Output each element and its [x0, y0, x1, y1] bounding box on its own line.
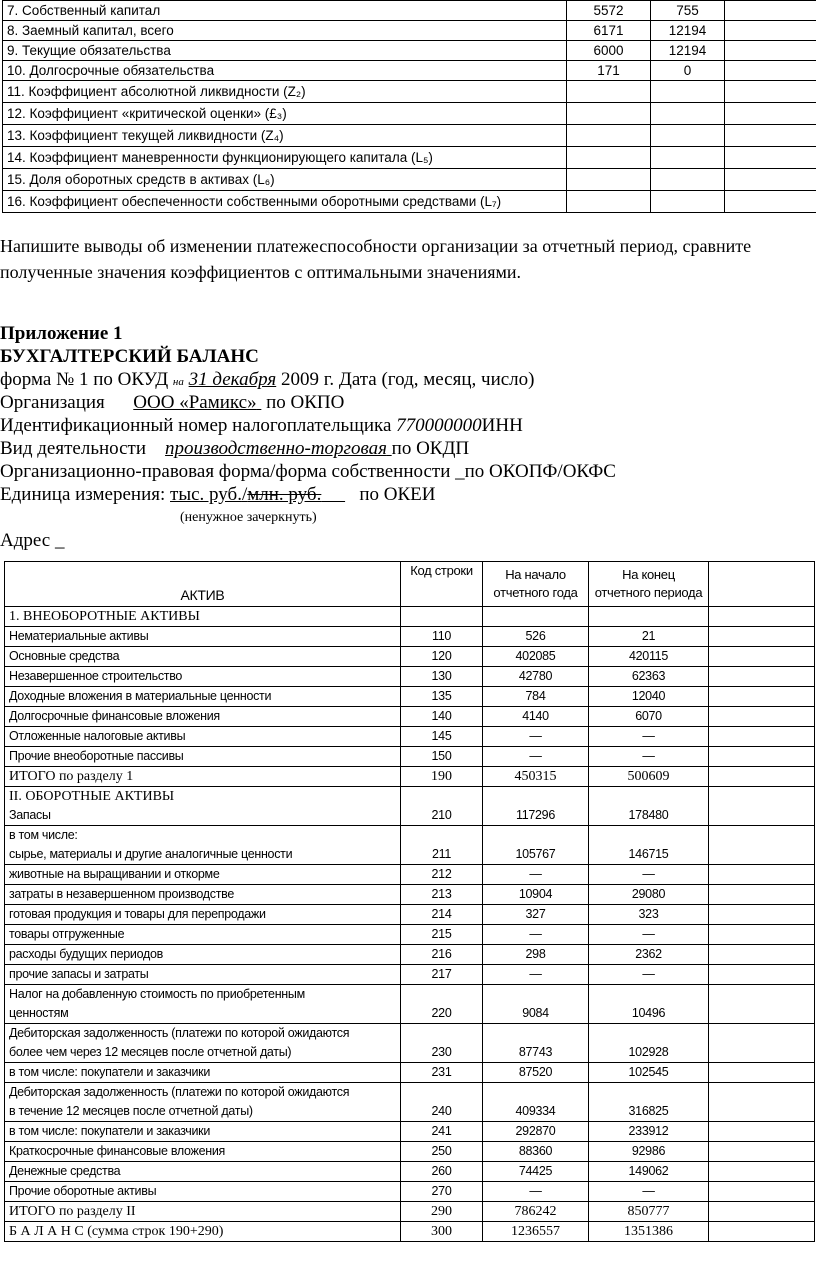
balance-row-code: 135 [401, 687, 483, 707]
balance-row-empty [709, 727, 815, 747]
balance-row-end: 21 [589, 627, 709, 647]
balance-row-label-line1: Дебиторская задолженность (платежи по которой ожидаются [9, 1085, 350, 1099]
balance-row-code: 290 [401, 1202, 483, 1222]
ratio-value-start [567, 125, 651, 147]
unit-suffix: по ОКЕИ [359, 484, 436, 505]
balance-row-code: 140 [401, 707, 483, 727]
balance-row-empty [709, 865, 815, 885]
balance-row-start: 105767 [483, 826, 589, 865]
ratio-empty [725, 81, 816, 103]
ratio-value-start [567, 103, 651, 125]
balance-row-start: 87743 [483, 1024, 589, 1063]
balance-row-start: — [483, 747, 589, 767]
balance-row-label-line2: сырье, материалы и другие аналогичные ценности [9, 847, 293, 861]
balance-row-code: 217 [401, 965, 483, 985]
balance-row-start: 4140 [483, 707, 589, 727]
balance-row-start: 88360 [483, 1142, 589, 1162]
balance-row-empty [709, 826, 815, 865]
balance-row-end: 2362 [589, 945, 709, 965]
balance-row-label: затраты в незавершенном производстве [5, 885, 401, 905]
balance-row-empty [709, 667, 815, 687]
balance-row [5, 965, 815, 985]
balance-row-end: 10496 [589, 985, 709, 1024]
ratio-value-start: 6171 [567, 21, 651, 41]
balance-row [5, 945, 815, 965]
ratio-value-start [567, 81, 651, 103]
activity-value: производственно-торговая [165, 438, 387, 459]
balance-row-empty [709, 1182, 815, 1202]
balance-row-empty [709, 925, 815, 945]
ratio-row [3, 21, 816, 41]
balance-row-start: 10904 [483, 885, 589, 905]
balance-row-empty [709, 965, 815, 985]
balance-row-empty [709, 1063, 815, 1083]
balance-row-code: 211 [401, 826, 483, 865]
balance-row-end: — [589, 727, 709, 747]
balance-row-label: Основные средства [5, 647, 401, 667]
form-na: на [172, 376, 184, 388]
ratio-empty [725, 147, 816, 169]
balance-row-empty [709, 767, 815, 787]
form-prefix: форма № 1 по ОКУД [0, 369, 169, 390]
balance-row-label: готовая продукция и товары для перепродажи [5, 905, 401, 925]
balance-row-label-line2: более чем через 12 месяцев после отчетной даты) [9, 1045, 292, 1059]
balance-row-code [401, 607, 483, 627]
ratio-label: 10. Долгосрочные обязательства [3, 61, 567, 81]
ratio-row [3, 81, 816, 103]
ratio-row [3, 41, 816, 61]
balance-row-label: ИТОГО по разделу 1 [5, 767, 401, 787]
activity-label: Вид деятельности [0, 438, 147, 459]
balance-row-end: — [589, 1182, 709, 1202]
unit-value-wrap [170, 484, 345, 505]
balance-row-empty [709, 607, 815, 627]
balance-row [5, 985, 815, 1024]
balance-row-end: 850777 [589, 1202, 709, 1222]
balance-row-end: — [589, 747, 709, 767]
balance-row [5, 1024, 815, 1063]
balance-row [5, 905, 815, 925]
balance-row-start: 1236557 [483, 1222, 589, 1242]
balance-row-end: 102545 [589, 1063, 709, 1083]
balance-row-empty [709, 1083, 815, 1122]
unit-struck: млн. руб. [247, 484, 322, 505]
org-label: Организация [0, 392, 105, 413]
balance-row-label-line1: в том числе: [9, 828, 78, 842]
ratio-value-end: 0 [651, 61, 725, 81]
activity-suffix: по ОКДП [391, 438, 470, 459]
balance-row-end: — [589, 965, 709, 985]
inn-suffix: ИНН [481, 415, 523, 436]
ratio-empty [725, 41, 816, 61]
balance-row-end: 92986 [589, 1142, 709, 1162]
ratio-label: 16. Коэффициент обеспеченности собственными оборотными средствами (L₇) [3, 191, 567, 213]
balance-row [5, 687, 815, 707]
balance-row [5, 1063, 815, 1083]
balance-row [5, 1162, 815, 1182]
balance-row-label: товары отгруженные [5, 925, 401, 945]
balance-row-end: 29080 [589, 885, 709, 905]
balance-row [5, 667, 815, 687]
ratio-label: 7. Собственный капитал [3, 1, 567, 21]
balance-row-end: 146715 [589, 826, 709, 865]
balance-row-empty [709, 985, 815, 1024]
balance-row-start: — [483, 865, 589, 885]
balance-row-start: 117296 [483, 787, 589, 826]
balance-row-code: 250 [401, 1142, 483, 1162]
balance-row-end: — [589, 925, 709, 945]
balance-row-label: Прочие оборотные активы [5, 1182, 401, 1202]
balance-row-empty [709, 1222, 815, 1242]
org-value: ООО «Рамикс» [133, 392, 257, 413]
balance-row-end: 233912 [589, 1122, 709, 1142]
ratio-value-start [567, 147, 651, 169]
balance-row-code: 241 [401, 1122, 483, 1142]
balance-row [5, 727, 815, 747]
balance-row-start: 409334 [483, 1083, 589, 1122]
balance-row [5, 1202, 815, 1222]
header-end: На конец отчетного периода [589, 562, 709, 607]
balance-row [5, 1182, 815, 1202]
balance-row-label: животные на выращивании и откорме [5, 865, 401, 885]
balance-row-code: 150 [401, 747, 483, 767]
ratio-value-end [651, 147, 725, 169]
balance-row-end: — [589, 865, 709, 885]
balance-row-start: — [483, 1182, 589, 1202]
balance-row-start: 526 [483, 627, 589, 647]
ratio-value-end: 755 [651, 1, 725, 21]
ratio-value-end: 12194 [651, 41, 725, 61]
ratio-empty [725, 169, 816, 191]
balance-row-code: 213 [401, 885, 483, 905]
header-asset: АКТИВ [5, 562, 401, 607]
org-value-wrap [133, 392, 261, 413]
balance-row-end: 178480 [589, 787, 709, 826]
balance-row-end: 6070 [589, 707, 709, 727]
balance-row [5, 826, 815, 865]
ratio-value-end [651, 169, 725, 191]
balance-row-label: Долгосрочные финансовые вложения [5, 707, 401, 727]
balance-row-label: 1. ВНЕОБОРОТНЫЕ АКТИВЫ [5, 607, 401, 627]
balance-row-empty [709, 1142, 815, 1162]
form-suffix: 2009 г. Дата (год, месяц, число) [280, 369, 535, 390]
balance-row-end: 323 [589, 905, 709, 925]
ratio-row [3, 147, 816, 169]
balance-row-end: 149062 [589, 1162, 709, 1182]
balance-row-empty [709, 707, 815, 727]
balance-header-row [5, 562, 815, 607]
balance-row-label: в том числе: покупатели и заказчики [5, 1063, 401, 1083]
balance-row [5, 707, 815, 727]
ratio-value-end [651, 103, 725, 125]
balance-row [5, 1122, 815, 1142]
balance-row-label: прочие запасы и затраты [5, 965, 401, 985]
ratio-value-end [651, 81, 725, 103]
balance-row-start: 9084 [483, 985, 589, 1024]
unit-label: Единица измерения: [0, 484, 166, 505]
balance-row [5, 787, 815, 826]
header-empty [709, 562, 815, 607]
ratio-label: 14. Коэффициент маневренности функционирующего капитала (L₅) [3, 147, 567, 169]
balance-row-code: 210 [401, 787, 483, 826]
balance-row-code: 145 [401, 727, 483, 747]
ratio-row [3, 103, 816, 125]
ratio-empty [725, 1, 816, 21]
ratio-value-start: 6000 [567, 41, 651, 61]
balance-row-label-line2: в течение 12 месяцев после отчетной даты) [9, 1104, 253, 1118]
ratio-label: 12. Коэффициент «критической оценки» (£₃) [3, 103, 567, 125]
balance-row [5, 767, 815, 787]
balance-row [5, 865, 815, 885]
balance-row-start: — [483, 727, 589, 747]
balance-row-code: 240 [401, 1083, 483, 1122]
org-suffix: по ОКПО [266, 392, 345, 413]
organization-line [0, 391, 816, 414]
balance-row-label-line2: Запасы [9, 808, 51, 822]
legal-form-line: Организационно-правовая форма/форма собственности _по ОКОПФ/ОКФС [0, 461, 616, 482]
balance-row-start: — [483, 925, 589, 945]
ratio-label: 8. Заемный капитал, всего [3, 21, 567, 41]
balance-row-code: 214 [401, 905, 483, 925]
balance-row-label: Незавершенное строительство [5, 667, 401, 687]
balance-row-empty [709, 885, 815, 905]
ratio-row [3, 169, 816, 191]
inn-label: Идентификационный номер налогоплательщика [0, 415, 392, 436]
balance-row-empty [709, 647, 815, 667]
balance-row-empty [709, 687, 815, 707]
ratio-empty [725, 21, 816, 41]
balance-row-empty [709, 1024, 815, 1063]
ratio-row [3, 61, 816, 81]
balance-row-label: Отложенные налоговые активы [5, 727, 401, 747]
appendix-header [0, 322, 816, 552]
balance-row [5, 885, 815, 905]
ratio-label: 13. Коэффициент текущей ликвидности (Z₄) [3, 125, 567, 147]
balance-row-code: 300 [401, 1222, 483, 1242]
inn-line [0, 414, 816, 437]
appendix-title: Приложение 1 [0, 323, 123, 344]
balance-row-label: Прочие внеоборотные пассивы [5, 747, 401, 767]
balance-row-label: Денежные средства [5, 1162, 401, 1182]
balance-row-empty [709, 1162, 815, 1182]
balance-row-label: расходы будущих периодов [5, 945, 401, 965]
ratio-row [3, 1, 816, 21]
ratio-empty [725, 61, 816, 81]
balance-row-empty [709, 627, 815, 647]
inn-value: 770000000 [396, 415, 482, 436]
balance-row-empty [709, 1122, 815, 1142]
ratio-empty [725, 125, 816, 147]
balance-row [5, 1222, 815, 1242]
balance-row-code: 110 [401, 627, 483, 647]
balance-row-end: 316825 [589, 1083, 709, 1122]
ratio-empty [725, 191, 816, 213]
balance-row-code: 270 [401, 1182, 483, 1202]
balance-row-label-line1: II. ОБОРОТНЫЕ АКТИВЫ [9, 789, 175, 804]
balance-row-label-line1: Налог на добавленную стоимость по приобретенным [9, 987, 305, 1001]
ratio-empty [725, 103, 816, 125]
form-line [0, 368, 816, 391]
ratio-row [3, 125, 816, 147]
unit-line [0, 483, 816, 506]
balance-row [5, 627, 815, 647]
balance-row-start: 74425 [483, 1162, 589, 1182]
ratio-value-end [651, 191, 725, 213]
ratios-table [2, 0, 816, 213]
balance-row-end: 12040 [589, 687, 709, 707]
balance-row-end [589, 607, 709, 627]
balance-row-code: 216 [401, 945, 483, 965]
balance-row-end: 102928 [589, 1024, 709, 1063]
balance-row-start [483, 607, 589, 627]
balance-row-start: 786242 [483, 1202, 589, 1222]
balance-row-code: 130 [401, 667, 483, 687]
balance-row-label-line1: Дебиторская задолженность (платежи по которой ожидаются [9, 1026, 350, 1040]
balance-row-code: 212 [401, 865, 483, 885]
balance-row-end: 500609 [589, 767, 709, 787]
unit-note: (ненужное зачеркнуть) [180, 510, 317, 525]
balance-row-code: 260 [401, 1162, 483, 1182]
balance-row-empty [709, 787, 815, 826]
balance-heading: БУХГАЛТЕРСКИЙ БАЛАНС [0, 346, 259, 367]
form-date: 31 декабря [188, 369, 277, 390]
balance-row-end: 420115 [589, 647, 709, 667]
balance-row [5, 747, 815, 767]
balance-row-code: 190 [401, 767, 483, 787]
balance-row-start: 784 [483, 687, 589, 707]
ratio-value-start [567, 169, 651, 191]
ratio-label: 11. Коэффициент абсолютной ликвидности (Z₂) [3, 81, 567, 103]
balance-row-label: Б А Л А Н С (сумма строк 190+290) [5, 1222, 401, 1242]
task-instruction: Напишите выводы об изменении платежеспособности организации за отчетный период, сравните полученные значения коэффициентов с оптимальными значениями. [0, 236, 752, 282]
balance-row-label: ИТОГО по разделу II [5, 1202, 401, 1222]
balance-row-label [5, 787, 401, 826]
balance-row-start: 87520 [483, 1063, 589, 1083]
balance-row [5, 607, 815, 627]
balance-row-start: 292870 [483, 1122, 589, 1142]
balance-row-start: 450315 [483, 767, 589, 787]
ratio-label: 9. Текущие обязательства [3, 41, 567, 61]
balance-row-label: Краткосрочные финансовые вложения [5, 1142, 401, 1162]
balance-row-code: 120 [401, 647, 483, 667]
balance-row-empty [709, 747, 815, 767]
ratio-value-end: 12194 [651, 21, 725, 41]
balance-row-code: 215 [401, 925, 483, 945]
balance-row-code: 220 [401, 985, 483, 1024]
header-start: На начало отчетного года [483, 562, 589, 607]
activity-value-wrap [165, 438, 392, 459]
balance-row-code: 230 [401, 1024, 483, 1063]
balance-row-label-line2: ценностям [9, 1006, 69, 1020]
balance-row-label [5, 1083, 401, 1122]
address-line: Адрес _ [0, 530, 65, 551]
ratio-label: 15. Доля оборотных средств в активах (L₆) [3, 169, 567, 191]
balance-row [5, 1142, 815, 1162]
balance-row-start: 298 [483, 945, 589, 965]
balance-row-label: Доходные вложения в материальные ценности [5, 687, 401, 707]
balance-row-start: 327 [483, 905, 589, 925]
ratio-value-start [567, 191, 651, 213]
balance-row [5, 925, 815, 945]
balance-row-start: 42780 [483, 667, 589, 687]
balance-row-label: в том числе: покупатели и заказчики [5, 1122, 401, 1142]
ratio-value-start: 171 [567, 61, 651, 81]
activity-line [0, 437, 816, 460]
balance-row-empty [709, 905, 815, 925]
header-code: Код строки [401, 562, 483, 607]
balance-row-end: 62363 [589, 667, 709, 687]
ratio-value-start: 5572 [567, 1, 651, 21]
balance-row-end: 1351386 [589, 1222, 709, 1242]
balance-row-label: Нематериальные активы [5, 627, 401, 647]
unit-slash: / [241, 484, 248, 505]
balance-row-start: — [483, 965, 589, 985]
balance-row-label [5, 826, 401, 865]
balance-row-empty [709, 945, 815, 965]
balance-table [4, 561, 815, 1242]
balance-row-start: 402085 [483, 647, 589, 667]
ratio-value-end [651, 125, 725, 147]
balance-row-label [5, 1024, 401, 1063]
balance-row-label [5, 985, 401, 1024]
unit-value: тыс. руб. [170, 484, 242, 505]
balance-row [5, 647, 815, 667]
balance-row [5, 1083, 815, 1122]
balance-row-empty [709, 1202, 815, 1222]
ratio-row [3, 191, 816, 213]
balance-row-code: 231 [401, 1063, 483, 1083]
